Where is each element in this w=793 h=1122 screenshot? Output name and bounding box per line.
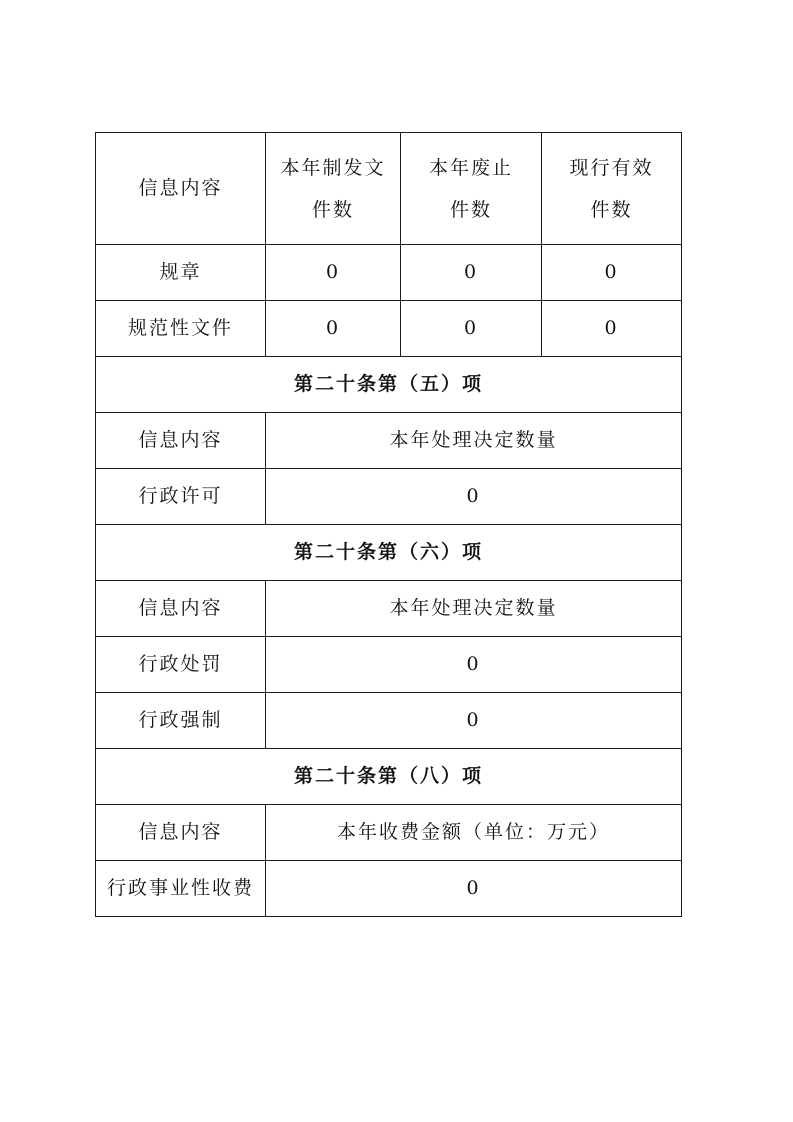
header-value-label: 本年处理决定数量: [266, 581, 682, 637]
table-row: [96, 637, 682, 693]
header-value-label: 本年收费金额（单位：万元）: [266, 805, 682, 861]
header-repealed-count-line1: 本年废止: [428, 156, 513, 179]
cell-value: 0: [266, 861, 682, 917]
header-effective-count-line2: 件数: [590, 198, 633, 221]
table-row: [96, 245, 682, 301]
section-header-row: [96, 581, 682, 637]
section-title: 第二十条第（六）项: [96, 525, 682, 581]
section-title: 第二十条第（五）项: [96, 357, 682, 413]
header-repealed-count: [401, 133, 542, 245]
header-issued-count-line2: 件数: [311, 198, 354, 221]
cell-value: 0: [542, 301, 682, 357]
table-header-row: [96, 133, 682, 245]
header-value-label: 本年处理决定数量: [266, 413, 682, 469]
row-label: 行政处罚: [96, 637, 266, 693]
table-row: [96, 693, 682, 749]
section-title-row: [96, 357, 682, 413]
section-title-row: [96, 749, 682, 805]
header-repealed-count-label: [429, 147, 513, 231]
section-title: 第二十条第（八）项: [96, 749, 682, 805]
header-info-content: 信息内容: [96, 805, 266, 861]
header-info-content: 信息内容: [96, 581, 266, 637]
cell-value: 0: [266, 245, 401, 301]
header-repealed-count-line2: 件数: [449, 198, 492, 221]
header-effective-count-label: [569, 147, 653, 231]
section-header-row: [96, 413, 682, 469]
cell-value: 0: [266, 693, 682, 749]
row-label: 规章: [96, 245, 266, 301]
table-row: [96, 469, 682, 525]
header-info-content: 信息内容: [96, 413, 266, 469]
row-label: 行政强制: [96, 693, 266, 749]
cell-value: 0: [542, 245, 682, 301]
header-effective-count-line1: 现行有效: [569, 156, 654, 179]
row-label: 规范性文件: [96, 301, 266, 357]
cell-value: 0: [401, 301, 542, 357]
cell-value: 0: [266, 637, 682, 693]
cell-value: 0: [266, 301, 401, 357]
header-issued-count: [266, 133, 401, 245]
header-issued-count-line1: 本年制发文: [280, 156, 386, 179]
header-effective-count: [542, 133, 682, 245]
cell-value: 0: [266, 469, 682, 525]
disclosure-table: [95, 132, 682, 917]
header-info-content: 信息内容: [96, 133, 266, 245]
section-header-row: [96, 805, 682, 861]
table-row: [96, 861, 682, 917]
row-label: 行政事业性收费: [96, 861, 266, 917]
row-label: 行政许可: [96, 469, 266, 525]
cell-value: 0: [401, 245, 542, 301]
table-row: [96, 301, 682, 357]
section-title-row: [96, 525, 682, 581]
header-issued-count-label: [280, 147, 385, 231]
